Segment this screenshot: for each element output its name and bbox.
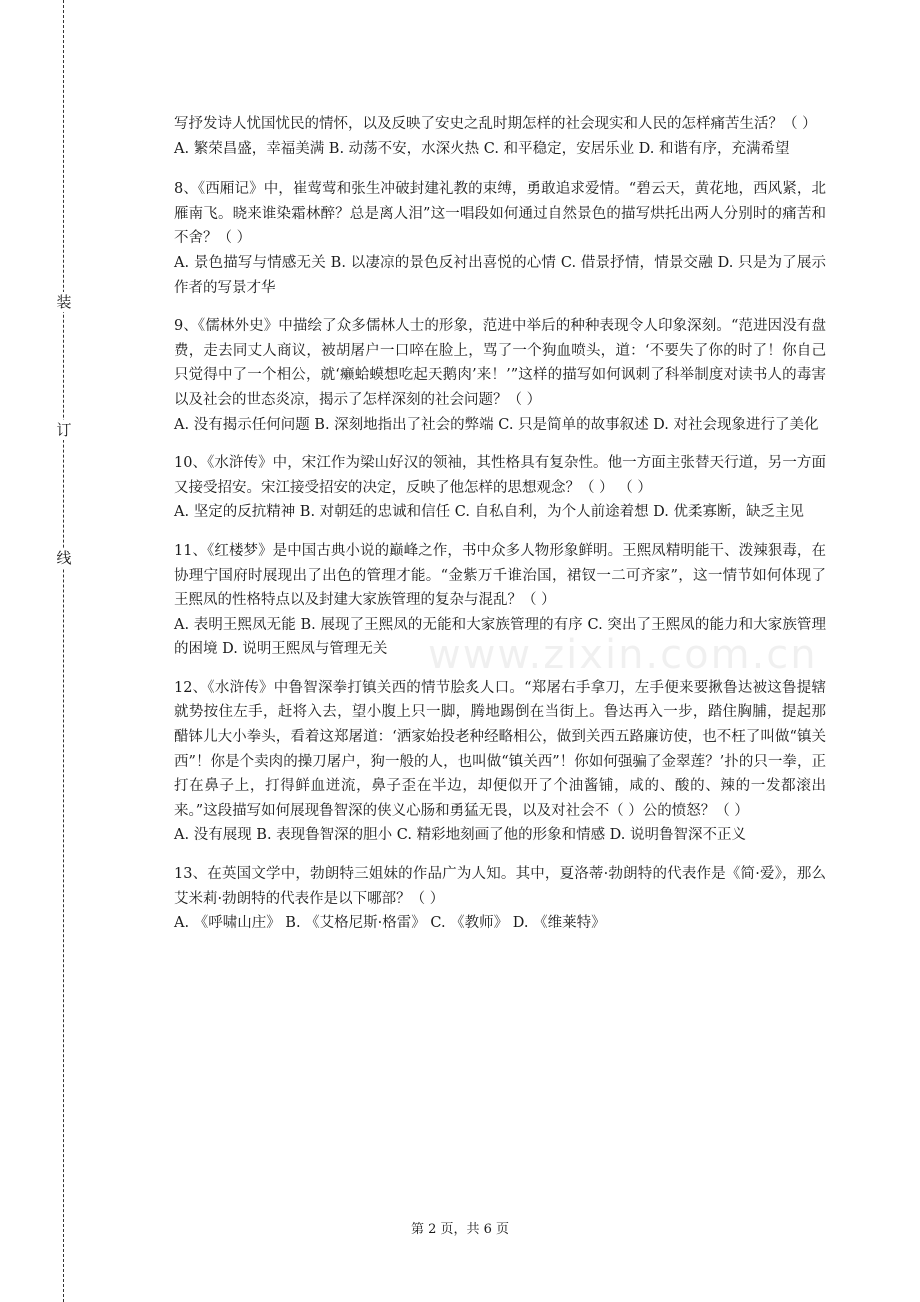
question-12 (174, 676, 826, 848)
question-options: A. 没有展现 B. 表现鲁智深的胆小 C. 精彩地刻画了他的形象和情感 D. 说明鲁智深不正义 (174, 827, 747, 844)
binding-char-bottom: 线 (56, 549, 72, 567)
question-stem: 10、《水浒传》中，宋江作为梁山好汉的领袖，其性格具有复杂性。他一方面主张替天行道，另一方面又接受招安。宋江接受招安的决定，反映了他怎样的思想观念？（ ） （ ） (174, 455, 826, 496)
question-options: A. 繁荣昌盛，幸福美满 B. 动荡不安，水深火热 C. 和平稳定，安居乐业 D. 和谐有序，充满希望 (174, 140, 790, 157)
watermark: www.zixin.com.cn (428, 632, 818, 678)
question-stem: 写抒发诗人忧国忧民的情怀，以及反映了安史之乱时期怎样的社会现实和人民的怎样痛苦生活？（ ） (174, 116, 817, 132)
binding-char-top: 装 (56, 293, 72, 311)
question-10 (174, 451, 826, 525)
question-11 (174, 539, 826, 662)
binding-dashed-line (63, 0, 64, 1302)
question-stem: 9、《儒林外史》中描绘了众多儒林人士的形象，范进中举后的种种表现令人印象深刻。“范进因没有盘费，走去同丈人商议，被胡屠户一口啐在脸上，骂了一个狗血喷头，道：‘不要失了你的时了！你自己只觉得中了一个相公，就‘癞蛤蟆想吃起天鹅肉’来！’”这样的描写如何讽刺了科举制度对读书人的毒害以及社会的世态炎凉，揭示了怎样深刻的社会问题？（ ） (174, 318, 826, 408)
question-options: A. 《呼啸山庄》 B. 《艾格尼斯·格雷》 C. 《教师》 D. 《维莱特》 (174, 915, 606, 932)
question-options: A. 没有揭示任何问题 B. 深刻地指出了社会的弊端 C. 只是简单的故事叙述 D. 对社会现象进行了美化 (174, 416, 819, 433)
question-options: A. 表明王熙凤无能 B. 展现了王熙凤的无能和大家族管理的有序 C. 突出了王熙凤的能力和大家族管理的困境 D. 说明王熙凤与管理无关 (174, 616, 826, 658)
question-9 (174, 314, 826, 437)
question-options: A. 景色描写与情感无关 B. 以凄凉的景色反衬出喜悦的心情 C. 借景抒情，情景交融 D. 只是为了展示作者的写景才华 (174, 254, 826, 296)
question-8 (174, 177, 826, 300)
question-7-continued (174, 112, 826, 161)
question-stem: 8、《西厢记》中，崔莺莺和张生冲破封建礼教的束缚，勇敢追求爱情。“碧云天，黄花地，西风紧，北雁南飞。晓来谁染霜林醉？总是离人泪”这一唱段如何通过自然景色的描写烘托出两人分别时的痛苦和不舍？（ ） (174, 181, 826, 247)
question-list (174, 112, 826, 950)
binding-char-middle: 订 (56, 421, 72, 439)
question-options: A. 坚定的反抗精神 B. 对朝廷的忠诚和信任 C. 自私自利，为个人前途着想 D. 优柔寡断，缺乏主见 (174, 504, 805, 521)
question-13 (174, 862, 826, 936)
question-stem: 13、在英国文学中，勃朗特三姐妹的作品广为人知。其中，夏洛蒂·勃朗特的代表作是《简·爱》，那么艾米莉·勃朗特的代表作是以下哪部？（ ） (174, 866, 826, 907)
question-stem: 11、《红楼梦》是中国古典小说的巅峰之作，书中众多人物形象鲜明。王熙凤精明能干、泼辣狠毒，在协理宁国府时展现出了出色的管理才能。“金紫万千谁治国，裙钗一二可齐家”，这一情节如何体现了王熙凤的性格特点以及封建大家族管理的复杂与混乱？（ ） (174, 542, 826, 609)
page-number: 第 2 页，共 6 页 (410, 1222, 510, 1237)
question-stem: 12、《水浒传》中鲁智深拳打镇关西的情节脍炙人口。“郑屠右手拿刀，左手便来要揪鲁达被这鲁提辖就势按住左手，赶将入去，望小腹上只一脚，腾地踢倒在当街上。鲁达再入一步，踏住胸脯，提起那醋钵儿大小拳头，看着这郑屠道：‘洒家始投老种经略相公，做到关西五路廉访使，也不枉了叫做“镇关西”！你是个卖肉的操刀屠户，狗一般的人，也叫做“镇关西”！你如何强骗了金翠莲？’扑的只一拳，正打在鼻子上，打得鲜血迸流，鼻子歪在半边，却便似开了个油酱铺，咸的、酸的、辣的一发都滚出来。”这段描写如何展现鲁智深的侠义心肠和勇猛无畏，以及对社会不（ ）公的愤怒？（ ） (174, 679, 826, 819)
